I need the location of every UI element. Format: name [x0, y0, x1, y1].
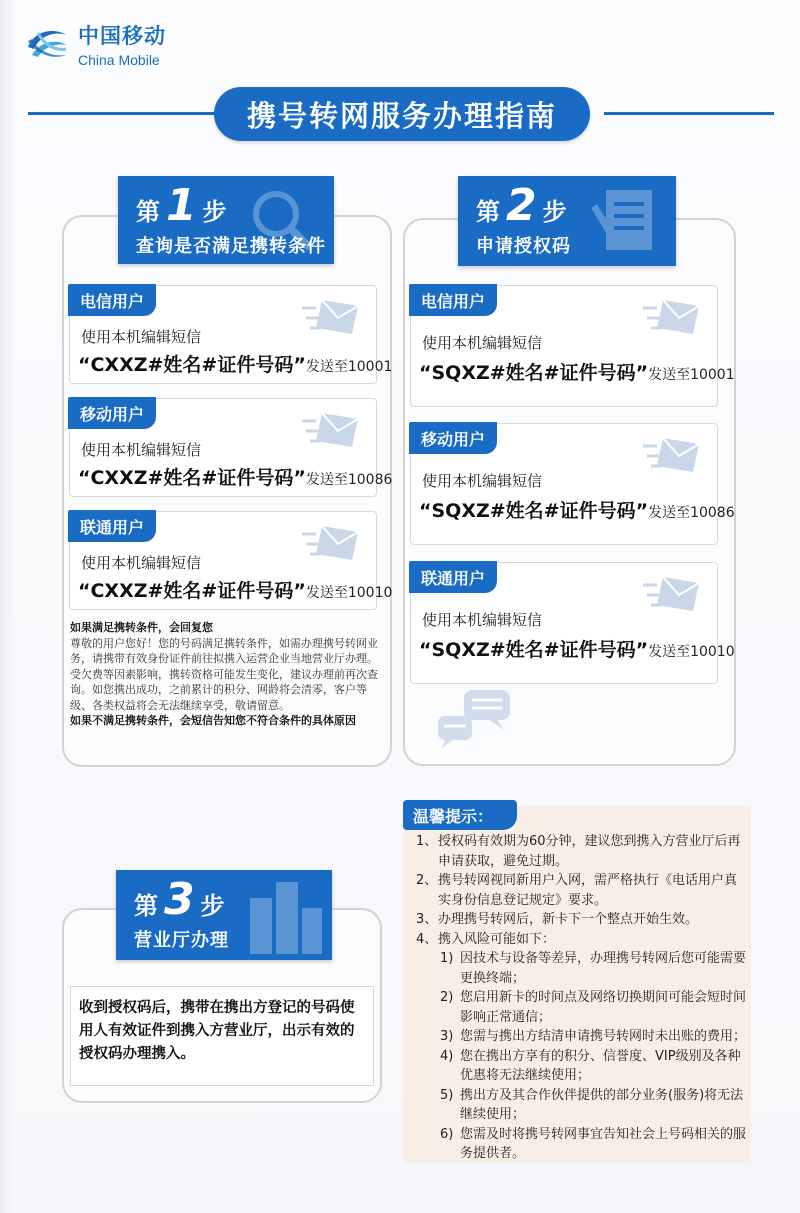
card-tag: 电信用户 — [68, 284, 156, 316]
note-foot: 如果不满足携转条件，会短信告知您不符合条件的具体原因 — [70, 714, 356, 727]
title-rule-left — [28, 112, 214, 115]
step2-card-unicom — [410, 562, 735, 684]
china-mobile-logo-icon — [24, 21, 70, 67]
envelope-icon — [302, 409, 360, 451]
card-instruction: 使用本机编辑短信 — [422, 472, 543, 490]
step2-badge — [458, 176, 676, 266]
step3-bu: 步 — [200, 892, 225, 920]
tips-list — [416, 832, 746, 1164]
step1-card-mobile — [69, 398, 393, 497]
note-paragraph-1: 尊敬的用户您好！您的号码满足携转条件，如需办理携号转网业务，请携带有效身份证件前往拟携入运营企业当地营业厅办理。 — [70, 636, 378, 665]
sms-code: “SQXZ#姓名#证件号码” — [419, 500, 649, 522]
step3-subtitle: 营业厅办理 — [134, 930, 229, 951]
poster-edge — [0, 0, 14, 1213]
card-tag: 联通用户 — [409, 561, 497, 593]
tip-subitem: 1) 因技术与设备等差异，办理携号转网后您可能需要更换终端； — [440, 951, 747, 986]
step3-body: 收到授权码后，携带在携出方登记的号码使用人有效证件到携入方营业厅，出示有效的授权码办理携入。 — [70, 986, 374, 1086]
step3-badge — [116, 870, 332, 960]
step3-di: 第 — [134, 892, 158, 920]
envelope-icon — [643, 296, 701, 338]
step1-badge — [118, 176, 334, 264]
card-instruction: 使用本机编辑短信 — [81, 441, 202, 459]
step1-subtitle: 查询是否满足携转条件 — [136, 236, 326, 257]
tips-heading: 温馨提示： — [403, 800, 517, 830]
tip-subitem: 6) 您需及时将携号转网事宜告知社会上号码相关的服务提供者。 — [440, 1126, 747, 1161]
tip-subitem: 4) 您在携出方享有的积分、信誉度、VIP级别及各种优惠将无法继续使用； — [440, 1048, 741, 1083]
card-tag: 联通用户 — [68, 510, 156, 542]
note-paragraph-2: 受欠费等因素影响，携转资格可能发生变化，建议办理前再次查询。如您携出成功，之前累计的积分、网龄将会清零，客户等级、各类权益将会无法继续享受，敬请留意。 — [70, 667, 378, 712]
card-instruction: 使用本机编辑短信 — [81, 328, 202, 346]
sms-code: “SQXZ#姓名#证件号码” — [419, 362, 649, 384]
page-title: 携号转网服务办理指南 — [214, 87, 590, 141]
card-tag: 移动用户 — [68, 397, 156, 429]
send-to: 发送至10001 — [648, 367, 735, 383]
building-icon — [246, 878, 324, 954]
step1-card-telecom — [69, 285, 393, 384]
step2-card-mobile — [410, 423, 735, 545]
card-instruction: 使用本机编辑短信 — [81, 554, 202, 572]
step1-card-unicom — [69, 511, 393, 610]
note-head: 如果满足携转条件，会回复您 — [70, 621, 213, 634]
tip-item: 2、 携号转网视同新用户入网，需严格执行《电话用户真实身份信息登记规定》要求。 — [416, 873, 738, 908]
step2-di: 第 — [476, 198, 500, 226]
send-to: 发送至10001 — [305, 359, 393, 375]
sms-code: “SQXZ#姓名#证件号码” — [419, 639, 649, 661]
send-to: 发送至10086 — [305, 472, 393, 488]
envelope-icon — [302, 296, 360, 338]
card-instruction: 使用本机编辑短信 — [422, 611, 543, 629]
sms-code: “CXXZ#姓名#证件号码” — [78, 580, 306, 602]
step1-bu: 步 — [202, 198, 227, 226]
china-mobile-logo — [24, 20, 166, 68]
step2-subtitle: 申请授权码 — [476, 236, 571, 257]
step1-note — [70, 620, 386, 729]
step2-card-telecom — [410, 285, 735, 407]
send-to: 发送至10086 — [648, 505, 735, 521]
tip-subitem: 2) 您启用新卡的时间点及网络切换期间可能会短时间影响正常通信； — [440, 990, 747, 1025]
sms-code: “CXXZ#姓名#证件号码” — [78, 467, 306, 489]
title-rule-right — [604, 112, 774, 115]
tip-item: 1、 授权码有效期为60分钟，建议您到携入方营业厅后再申请获取，避免过期。 — [416, 834, 741, 869]
send-to: 发送至10010 — [648, 644, 735, 660]
step1-number: 1 — [166, 180, 197, 231]
step2-number: 2 — [506, 180, 537, 231]
card-instruction: 使用本机编辑短信 — [422, 334, 543, 352]
envelope-icon — [643, 434, 701, 476]
tip-item: 3、 办理携号转网后，新卡下一个整点开始生效。 — [416, 912, 699, 927]
chat-bubbles-icon — [436, 688, 514, 750]
tip-subitem: 5) 携出方及其合作伙伴提供的部分业务(服务)将无法继续使用； — [440, 1087, 744, 1122]
tip-subitem: 3) 您需与携出方结清申请携号转网时未出账的费用； — [440, 1029, 747, 1044]
sms-code: “CXXZ#姓名#证件号码” — [78, 354, 306, 376]
card-tag: 电信用户 — [409, 284, 497, 316]
envelope-icon — [302, 522, 360, 564]
card-tag: 移动用户 — [409, 422, 497, 454]
step2-bu: 步 — [542, 198, 567, 226]
brand-name-en: China Mobile — [78, 52, 160, 68]
tip-item: 4、 携入风险可能如下： — [416, 931, 556, 947]
brand-name-cn: 中国移动 — [78, 24, 166, 48]
send-to: 发送至10010 — [305, 585, 393, 601]
step3-number: 3 — [164, 874, 195, 925]
envelope-icon — [643, 573, 701, 615]
document-pen-icon — [592, 186, 658, 256]
step1-di: 第 — [136, 198, 160, 226]
